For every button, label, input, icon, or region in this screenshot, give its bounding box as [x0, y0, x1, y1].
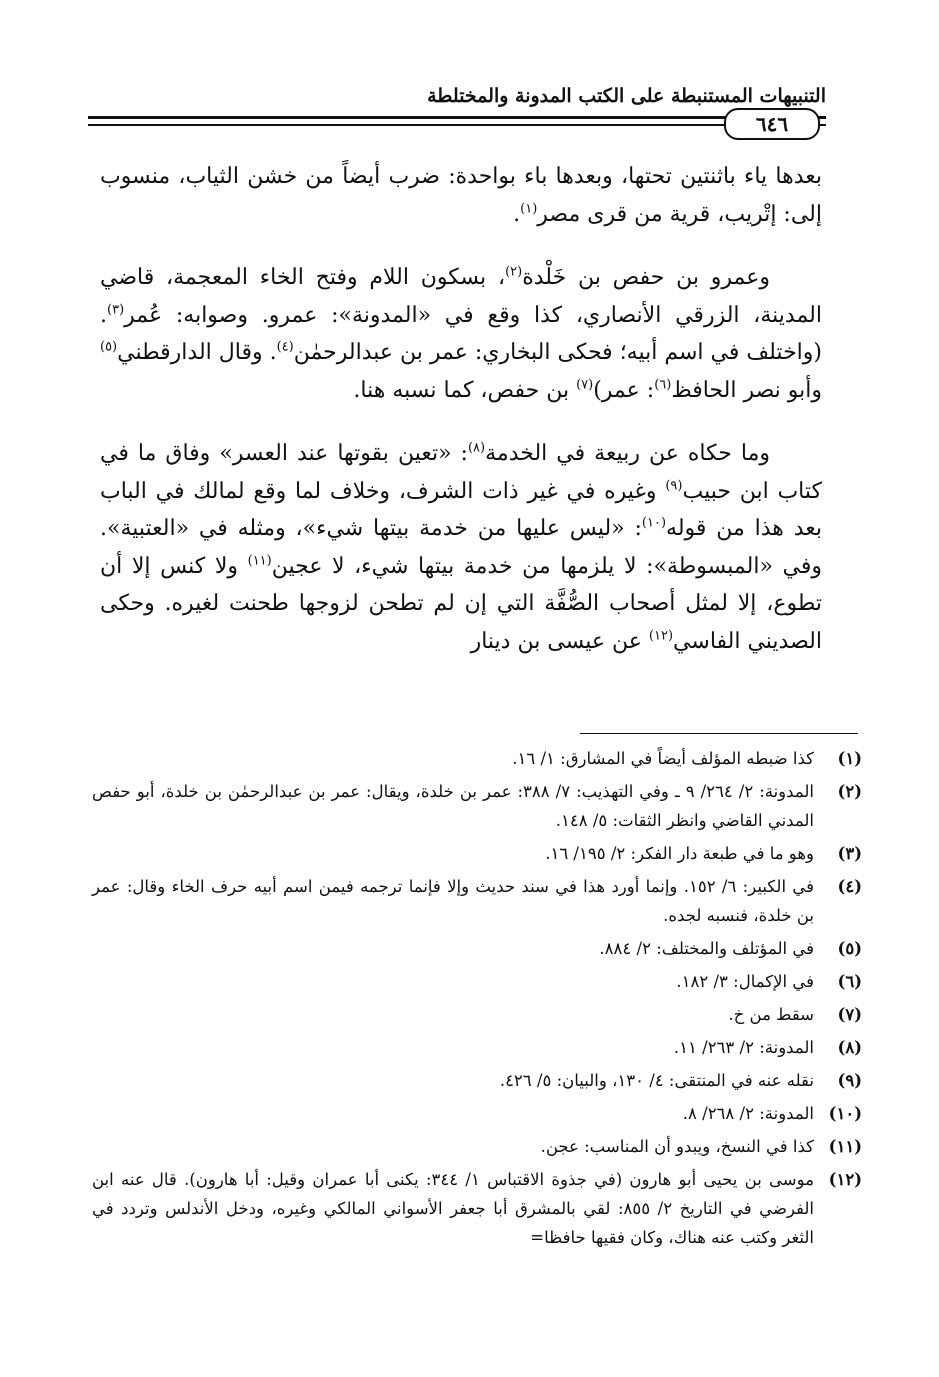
- footnote-number: (٦): [837, 972, 862, 991]
- footnote-item: [92, 967, 862, 996]
- paragraph-1: بعدها ياء باثنتين تحتها، وبعدها باء بواحدة: ضرب أيضاً من خشن الثياب، منسوب إلى: إتْريب، قرية من قرى مصر$^{(١)}$.: [100, 164, 823, 227]
- footnote-item: [92, 1165, 862, 1252]
- footnote-number: (٥): [837, 939, 862, 958]
- footnote-text: المدونة: ٢/ ٢٦٨/ ٨.: [682, 1104, 814, 1123]
- footnote-number: (١٠): [828, 1104, 862, 1123]
- footnote-number: (٩): [837, 1071, 862, 1090]
- footnotes: [92, 744, 862, 1256]
- footnote-separator: [580, 733, 858, 734]
- footnote-item: [92, 934, 862, 963]
- footnote-text: نقله عنه في المنتقى: ٤/ ١٣٠، والبيان: ٥/ ٤٢٦.: [499, 1071, 814, 1090]
- footnote-text: كذا ضبطه المؤلف أيضاً في المشارق: ١/ ١٦.: [512, 749, 814, 768]
- footnote-text: المدونة: ٢/ ٢٦٣/ ١١.: [673, 1038, 814, 1057]
- footnote-text: وهو ما في طبعة دار الفكر: ٢/ ١٩٥/ ١٦.: [545, 844, 814, 863]
- footnote-text: سقط من خ.: [728, 1005, 814, 1024]
- footnote-item: [92, 1000, 862, 1029]
- footnote-ref: (٨): [467, 440, 486, 456]
- footnote-ref: (١١): [247, 553, 272, 569]
- footnote-item: [92, 872, 862, 930]
- footnote-ref: (١٠): [641, 515, 667, 531]
- running-header: [88, 82, 826, 110]
- footnote-item: [92, 744, 862, 773]
- footnote-item: [92, 1099, 862, 1128]
- footnote-number: (١١): [828, 1137, 862, 1156]
- footnote-number: (٧): [837, 1005, 862, 1024]
- footnote-item: [92, 1033, 862, 1062]
- footnote-ref: (٤): [276, 339, 294, 355]
- footnote-ref: (٩): [665, 478, 683, 494]
- footnote-ref: (١): [520, 201, 538, 217]
- footnote-ref: (٥): [99, 339, 118, 355]
- main-text: [100, 158, 822, 686]
- header-rule-thick: [88, 116, 826, 119]
- footnote-text: في المؤتلف والمختلف: ٢/ ٨٨٤.: [599, 939, 814, 958]
- footnote-item: [92, 1066, 862, 1095]
- header-title: التنبيهات المستنبطة على الكتب المدونة والمختلطة: [427, 85, 826, 107]
- footnote-ref: (٢): [505, 264, 523, 280]
- page-number: ٦٤٦: [724, 108, 820, 140]
- header-rule-thin: [88, 124, 826, 126]
- paragraph-2: وعمرو بن حفص بن خَلْدة$^{(٢)}$، بسكون اللام وفتح الخاء المعجمة، قاضي المدينة، الزرقي الأنصاري، كذا وقع في «المدونة»: عمرو. وصوابه: عُمر$^{(٣)}$. (واختلف في اسم أبيه؛ فحكى البخاري: عمر بن عبدالرحمٰن$^{(٤)}$. وقال الدارقطني$^{(٥)}$ وأبو نصر الحافظ$^{(٦)}$: عمر)$^{(٧)}$ بن حفص، كما نسبه هنا.: [99, 264, 822, 403]
- footnote-ref: (٦): [654, 377, 672, 393]
- footnote-number: (١٢): [828, 1170, 862, 1189]
- footnote-text: في الإكمال: ٣/ ١٨٢.: [676, 972, 814, 991]
- footnote-ref: (٧): [576, 377, 594, 393]
- footnote-item: [92, 839, 862, 868]
- footnote-text: المدونة: ٢/ ٢٦٤/ ٩ ـ وفي التهذيب: ٧/ ٣٨٨: عمر بن خلدة، ويقال: عمر بن عبدالرحمٰن بن خلدة، أبو حفص المدني القاضي وانظر الثقات: ٥/ ١٤٨.: [92, 782, 814, 830]
- footnote-item: [92, 777, 862, 835]
- footnote-text: موسى بن يحيى أبو هارون (في جذوة الاقتباس ١/ ٣٤٤: يكنى أبا عمران وقيل: أبا هارون). قال عنه ابن الفرضي في التاريخ ٢/ ٨٥٥: لقي بالمشرق أبا جعفر الأسواني المالكي وغيره، ودخل الأندلس وتردد في الثغر وكتب عنه هناك، وكان فقيها حافظا=: [92, 1170, 815, 1247]
- footnote-ref: (٣): [107, 302, 125, 318]
- footnote-number: (٣): [837, 844, 862, 863]
- footnote-ref: (١٢): [648, 628, 674, 644]
- footnote-number: (٤): [837, 877, 862, 896]
- paragraph-3: وما حكاه عن ربيعة في الخدمة$^{(٨)}$: «تعين بقوتها عند العسر» وفاق ما في كتاب ابن حبيب$^{(٩)}$ وغيره في غير ذات الشرف، وخلاف لما وقع لمالك في الباب بعد هذا من قوله$^{(١٠)}$: «ليس عليها من خدمة بيتها شيء»، ومثله في «العتبية». وفي «المبسوطة»: لا يلزمها من خدمة بيتها شيء، لا عجين$^{(١١)}$ ولا كنس إلا أن تطوع، إلا لمثل أصحاب الصُّفَّة التي إن لم تطحن لزوجها طحنت لغيره. وحكى الصديني الفاسي$^{(١٢)}$ عن عيسى بن دينار: [100, 440, 822, 654]
- footnote-text: كذا في النسخ، ويبدو أن المناسب: عجن.: [540, 1137, 814, 1156]
- footnote-number: (٨): [837, 1038, 862, 1057]
- footnote-number: (٢): [837, 782, 862, 801]
- footnote-text: في الكبير: ٦/ ١٥٢. وإنما أورد هذا في سند حديث وإلا فإنما ترجمه فيمن اسم أبيه حرف الخاء وقال: عمر بن خلدة، فنسبه لجده.: [92, 877, 815, 925]
- footnote-number: (١): [837, 749, 862, 768]
- footnote-item: [92, 1132, 862, 1161]
